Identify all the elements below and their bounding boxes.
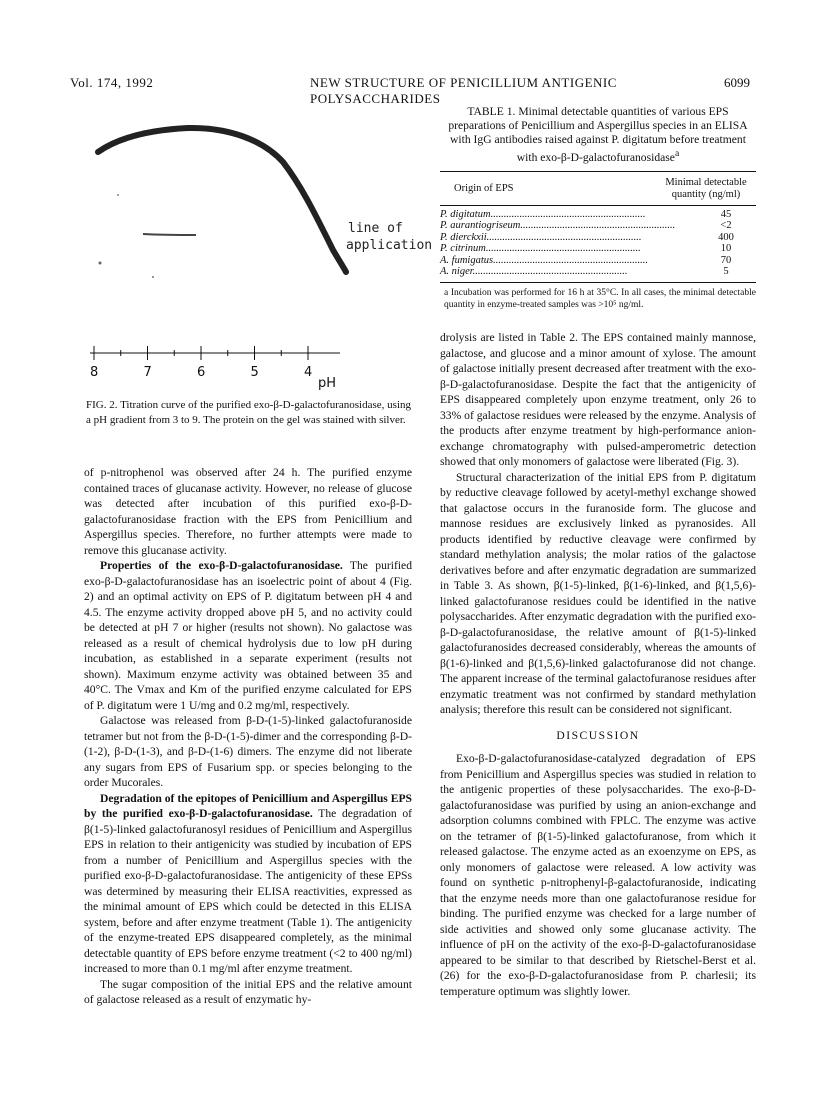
ph-tick-labels (90, 365, 312, 380)
paragraph: drolysis are listed in Table 2. The EPS contained mainly mannose, galactose, and glucose and a minor amount of xylose. The amount of galactose initially present decreased after treatment with the exo-β-D-galactofuranosidase. Despite the fact that the antigenicity of EPS disappeared completely upon enzyme treatment, only 26 to 33% of galactose residues were released by the enzyme. Analysis of the products after enzyme treatment by high-performance anion-exchange chromatography with pulsed-amperometric detection showed that only monomers of galactose were liberated (Fig. 3). (440, 331, 756, 468)
paragraph: of p-nitrophenol was observed after 24 h. The purified enzyme contained traces of glucanase activity. However, no release of glucose was detected after incubation of this purified exo-β-D-galactofuranosidase fraction with the EPS from Penicillium and Aspergillus species. Therefore, no further attempts were made to remove this glucanase activity. (84, 466, 412, 557)
table-row: P. digitatum........................................................... 45 (440, 209, 756, 221)
ph-tick-label: 8 (90, 365, 99, 380)
row-quantity: 10 (720, 243, 732, 255)
paragraph: Structural characterization of the initial EPS from P. digitatum by reductive cleavage followed by acetyl-methyl exchange showed that galactose occurs in the furanoside form. The glucose and mannose residues are exclusively linked as pyranosides. All products identified by reductive cleavage were confirmed by standard methylation analysis; the molar ratios of the galactose derivatives before and after enzymatic degradation are summarized in Table 3. As shown, β(1-5)-linked, β(1-6)-linked, and β(1,5,6)-linked galactofuranose residues could be identified in the native polysaccharides. After enzymatic degradation with the purified exo-β-D-galactofuranosidase, the relative amount of β(1-5)-linked galactofuranosides decreased considerably, whereas the amounts of β(1-6)-linked and β(1,5,6)-linked galactofuranose did not change. The apparent increase of the terminal galactofuranose residues after enzymatic treatment was not confirmed by standard methylation analysis; therefore this result can be considered not significant. (440, 470, 756, 716)
row-origin: P. digitatum (440, 208, 491, 220)
col-quantity-header-line1: Minimal detectable (665, 176, 747, 188)
row-quantity: 5 (723, 266, 729, 278)
paragraph-body: The purified exo-β-D-galactofuranosidase has an isoelectric point of about 4 (Fig. 2) and an optimal activity on EPS of P. digitatum between pH 4 and 4.5. The enzyme activity dropped above pH 5, and no activity could be detected at pH 7 or higher (results not shown). No galactose was released as a result of chemical hydrolysis due to low pH during incubation, as established in a separate experiment (results not shown). Maximum enzyme activity was obtained between 35 and 40°C. The Vmax and Km of the purified enzyme calculated for EPS of P. digitatum were 1 U/mg and 0.2 mg/ml, respectively. (84, 559, 412, 712)
col-origin-header: Origin of EPS (454, 182, 514, 194)
row-quantity: 45 (720, 208, 732, 220)
paragraph: The sugar composition of the initial EPS and the relative amount of galactose released as a result of enzymatic hy- (84, 977, 412, 1006)
row-quantity: 400 (718, 231, 734, 243)
paragraph (84, 558, 412, 713)
ph-tick-label: 6 (197, 365, 206, 380)
paragraph: Galactose was released from β-D-(1-5)-linked galactofuranoside tetramer but not from the β-D-(1-5)-dimer and the corresponding β-D-(1-2), β-D-(1-3), and β-D-(1-6) dimers. The enzyme did not liberate any sugars from EPS of Fusarium spp. or species belonging to the order Mucorales. (84, 714, 412, 789)
figure-2 (78, 100, 433, 420)
table-1-body (440, 209, 756, 278)
paragraph (84, 791, 412, 977)
right-column-text (440, 330, 756, 999)
table-1-caption-text: TABLE 1. Minimal detectable quantities of various EPS preparations of Penicillium and Aspergillus species in an ELISA with IgG antibodies raised against P. digitatum before treatment with exo-β-D-galactofuranosidase (448, 105, 748, 164)
row-origin: P. dierckxii (440, 231, 487, 243)
paragraph-heading: Properties of the exo-β-D-galactofuranosidase. (100, 559, 343, 572)
figure-2-caption: FIG. 2. Titration curve of the purified exo-β-D-galactofuranosidase, using a pH gradient from 3 to 9. The protein on the gel was stained with silver. (86, 399, 411, 426)
row-quantity: 70 (720, 254, 732, 266)
row-origin: A. fumigatus (440, 254, 494, 266)
left-column-text (84, 465, 412, 1008)
ph-tick-label: 4 (304, 365, 313, 380)
titration-gel-image (78, 100, 433, 400)
line-of-application-label-1: line of (348, 221, 403, 236)
col-quantity-header-line2: quantity (ng/ml) (671, 188, 741, 200)
row-quantity: <2 (720, 220, 732, 232)
faint-band (143, 234, 196, 235)
table-1-caption-mark: a (674, 148, 680, 159)
table-row: P. aurantiogriseum........................................................... <2 (440, 220, 756, 232)
row-origin: A. niger (440, 266, 473, 278)
paragraph-heading: Degradation of the epitopes of Penicillium and Aspergillus EPS by the purified exo-β-D-galactofuranosidase. (84, 791, 412, 820)
row-origin: P. aurantiogriseum (440, 220, 521, 232)
running-title: NEW STRUCTURE OF PENICILLIUM ANTIGENIC POLYSACCHARIDES (310, 75, 617, 106)
ph-tick-label: 5 (250, 365, 259, 380)
ph-axis-label: pH (318, 376, 337, 391)
table-row: P. dierckxii........................................................... 400 (440, 232, 756, 244)
table-1-caption (440, 105, 756, 165)
page-number: 6099 (724, 75, 750, 90)
journal-volume: Vol. 174, 1992 (70, 75, 154, 90)
line-of-application-label-2: application (346, 238, 433, 253)
table-1-header (440, 172, 756, 205)
protein-band (98, 128, 346, 272)
paragraph-body: The degradation of β(1-5)-linked galactofuranosyl residues of Penicillium and Aspergillus EPS in relation to their antigenicity was studied by incubation of EPS from a number of Penicillium and Aspergillus species with the purified exo-β-D-galactofuranosidase. The antigenicity of these EPSs was determined by measuring their ELISA reactivities, expressed as the minimal amount of EPS which could be detected in this ELISA system, before and after enzyme treatment (Table 1). The antigenicity of the enzyme-treated EPS disappeared completely, as the minimal detectable quantity of EPS before enzyme treatment (<2 to 400 ng/ml) increased to more than 0.1 mg/ml after enzyme treatment. (84, 807, 412, 975)
paragraph: Exo-β-D-galactofuranosidase-catalyzed degradation of EPS from Penicillium and Aspergillus species was studied in relation to the antigenic properties of these polysaccharides. The exo-β-D-galactofuranosidase was purified by using an anion-exchange and adsorption columns combined with FPLC. The enzyme was active on the tetramer of β(1-5)-linked galactofuranose, from which it released galactose. The enzyme acted as an exoenzyme on EPS, as only monomers of galactose were released. A low activity was found on synthetic p-nitrophenyl-β-galactofuranoside, indicating that the enzyme needs more than one galactofuranose residue for binding. The purified enzyme was checked for a large number of side activities and showed only some glucanase activity. The influence of pH on the activity of the exo-β-D-galactofuranosidase appeared to be similar to that described by Rietschel-Berst et al. (26) for the exo-β-D-galactofuranosidase from P. charlesii; its temperature optimum was slightly lower. (440, 752, 756, 998)
section-heading: DISCUSSION (556, 728, 640, 742)
ph-tick-label: 7 (143, 365, 152, 380)
table-row: A. niger........................................................... 5 (440, 266, 756, 278)
row-origin: P. citrinum (440, 243, 486, 255)
table-1 (440, 105, 756, 311)
table-row: A. fumigatus........................................................... 70 (440, 255, 756, 267)
running-header (70, 75, 750, 106)
table-1-footnote: a Incubation was performed for 16 h at 35°C. In all cases, the minimal detectable quantity in enzyme-treated samples was >10⁵ ng/ml. (444, 287, 756, 310)
col-quantity-header (656, 177, 756, 201)
table-row: P. citrinum........................................................... 10 (440, 243, 756, 255)
